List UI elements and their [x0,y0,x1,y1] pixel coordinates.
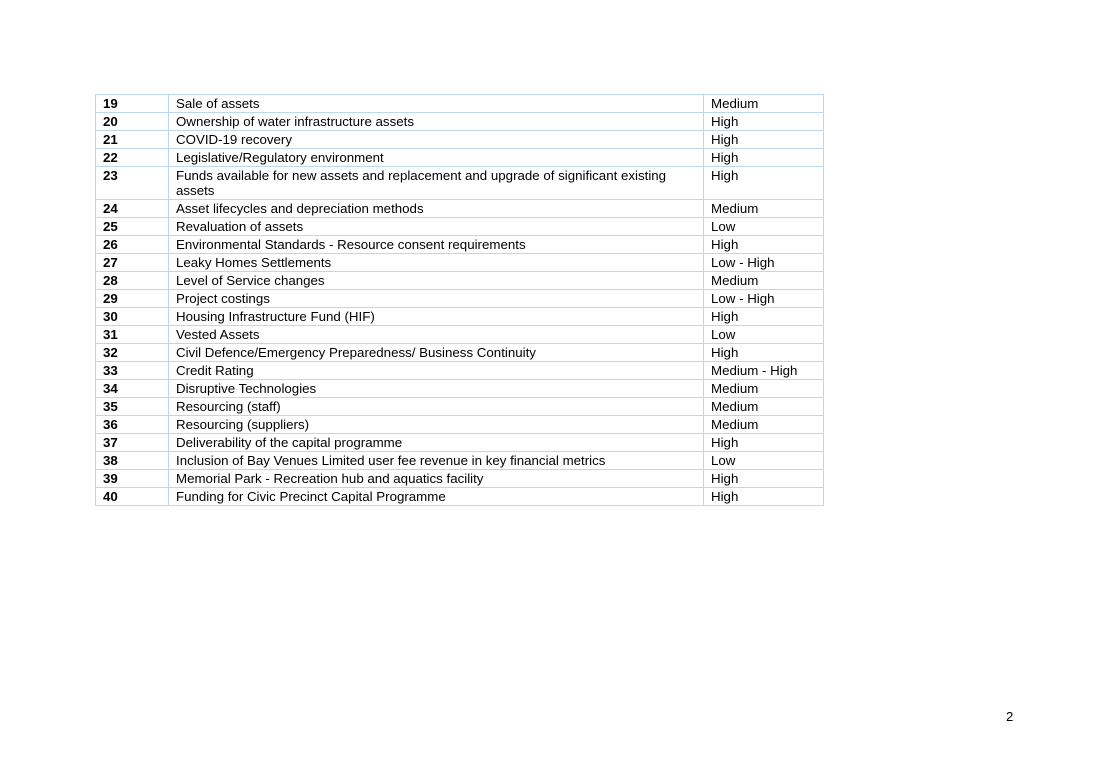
table-row [96,113,824,131]
row-risk-level: High [704,167,824,200]
row-number: 38 [96,452,169,470]
row-risk-level: Low [704,218,824,236]
row-number: 22 [96,149,169,167]
row-risk-level: Low - High [704,290,824,308]
row-risk-level: High [704,308,824,326]
table-row [96,470,824,488]
row-risk-level: High [704,113,824,131]
row-risk-level: High [704,149,824,167]
row-description: Level of Service changes [169,272,704,290]
row-description: Vested Assets [169,326,704,344]
table-row [96,434,824,452]
row-number: 40 [96,488,169,506]
row-description: Leaky Homes Settlements [169,254,704,272]
table-body [96,95,824,506]
row-number: 25 [96,218,169,236]
row-description: Memorial Park - Recreation hub and aquatics facility [169,470,704,488]
table-row [96,200,824,218]
row-description: COVID-19 recovery [169,131,704,149]
row-number: 28 [96,272,169,290]
row-risk-level: High [704,488,824,506]
row-number: 24 [96,200,169,218]
row-risk-level: Low - High [704,254,824,272]
row-description: Asset lifecycles and depreciation methods [169,200,704,218]
row-description: Sale of assets [169,95,704,113]
row-risk-level: Medium [704,380,824,398]
row-description: Revaluation of assets [169,218,704,236]
table-row [96,167,824,200]
row-risk-level: Medium - High [704,362,824,380]
table-row [96,344,824,362]
row-risk-level: Medium [704,398,824,416]
row-number: 30 [96,308,169,326]
row-description: Resourcing (suppliers) [169,416,704,434]
row-risk-level: Medium [704,200,824,218]
page-number: 2 [1006,709,1014,724]
table-row [96,95,824,113]
row-number: 19 [96,95,169,113]
row-description: Resourcing (staff) [169,398,704,416]
row-number: 31 [96,326,169,344]
row-risk-level: Medium [704,95,824,113]
row-description: Legislative/Regulatory environment [169,149,704,167]
row-number: 21 [96,131,169,149]
table-row [96,452,824,470]
table-row [96,308,824,326]
row-number: 23 [96,167,169,200]
row-number: 37 [96,434,169,452]
row-number: 33 [96,362,169,380]
row-risk-level: Medium [704,272,824,290]
row-number: 26 [96,236,169,254]
assumptions-risk-table [95,94,824,506]
table-row [96,272,824,290]
row-risk-level: High [704,344,824,362]
row-number: 39 [96,470,169,488]
row-number: 32 [96,344,169,362]
row-number: 36 [96,416,169,434]
row-description: Deliverability of the capital programme [169,434,704,452]
row-number: 35 [96,398,169,416]
table-row [96,380,824,398]
table-row [96,326,824,344]
table-row [96,149,824,167]
row-description: Inclusion of Bay Venues Limited user fee revenue in key financial metrics [169,452,704,470]
table-row [96,131,824,149]
row-risk-level: High [704,470,824,488]
row-number: 29 [96,290,169,308]
row-description: Housing Infrastructure Fund (HIF) [169,308,704,326]
row-description: Credit Rating [169,362,704,380]
row-risk-level: High [704,131,824,149]
row-number: 20 [96,113,169,131]
row-risk-level: High [704,434,824,452]
table-row [96,254,824,272]
row-number: 34 [96,380,169,398]
table-row [96,362,824,380]
row-description: Ownership of water infrastructure assets [169,113,704,131]
row-description: Project costings [169,290,704,308]
table-row [96,488,824,506]
row-risk-level: Medium [704,416,824,434]
row-risk-level: Low [704,326,824,344]
table-row [96,398,824,416]
table-row [96,416,824,434]
table-row [96,236,824,254]
row-description: Funding for Civic Precinct Capital Programme [169,488,704,506]
row-description: Funds available for new assets and replacement and upgrade of significant existing assets [169,167,704,200]
row-description: Disruptive Technologies [169,380,704,398]
row-description: Environmental Standards - Resource consent requirements [169,236,704,254]
row-risk-level: Low [704,452,824,470]
row-risk-level: High [704,236,824,254]
row-number: 27 [96,254,169,272]
table-row [96,218,824,236]
table-row [96,290,824,308]
row-description: Civil Defence/Emergency Preparedness/ Business Continuity [169,344,704,362]
